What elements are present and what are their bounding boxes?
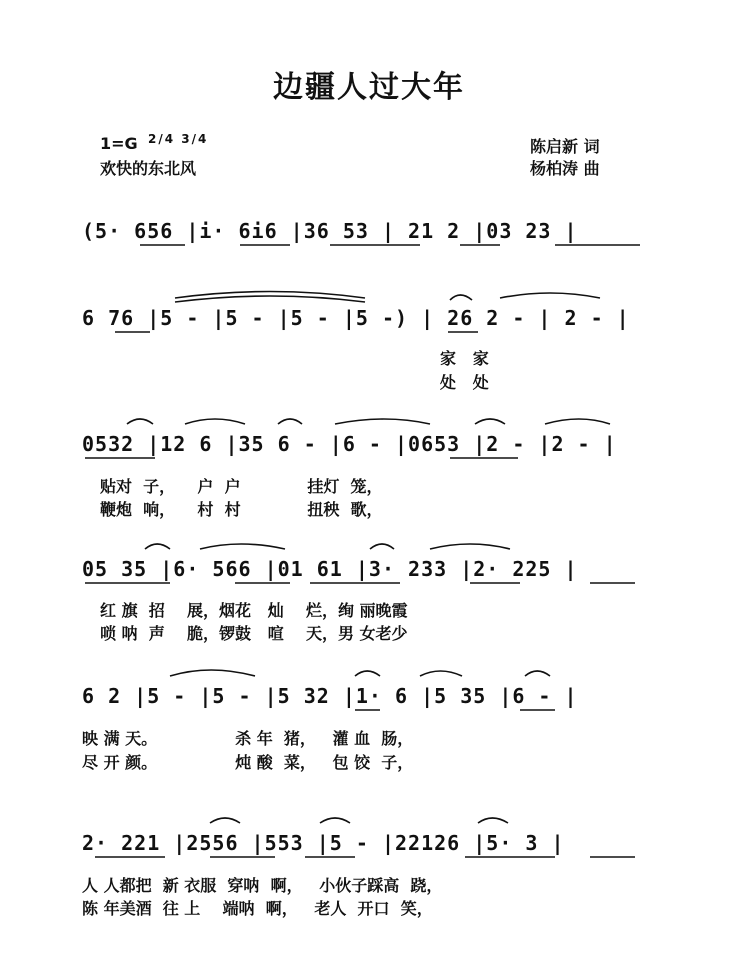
slur-mark [200,544,285,549]
lyric-line-5-verse-1: 映 满 天。 杀 年 猪， 灌 血 肠， [82,729,414,748]
slur-mark [370,544,394,549]
lyric-line-3-verse-1: 贴对 子， 户 户 挂灯 笼， [100,477,383,496]
slur-mark [320,818,350,823]
score-line-6: 2· 221 |2556 |553 |5 - |22126 |5· 3 | [82,831,565,855]
lyricist-credit: 陈启新 词 [530,137,600,156]
lyric-line-2-verse-2: 处 处 [440,373,489,392]
slur-mark [335,419,430,424]
slur-mark [545,419,610,424]
time-signature: 2/4 3/4 [148,132,209,146]
slur-mark [355,671,380,676]
slur-mark [420,671,462,676]
lyric-line-5-verse-2: 尽 开 颜。 炖 酸 菜， 包 饺 子， [82,753,414,772]
score-line-4: 05 35 |6· 566 |01 61 |3· 233 |2· 225 | [82,557,578,581]
composer-credit: 杨柏涛 曲 [530,159,600,178]
tie-mark [175,292,365,299]
lyric-line-6-verse-1: 人 人都把 新 衣服 穿呐 啊， 小伙子踩高 跷， [82,876,443,895]
tie-mark [500,293,600,298]
slur-mark [450,295,472,300]
lyric-line-4-verse-2: 唢 呐 声 脆，锣鼓 喧 天，男 女老少 [100,624,408,643]
slur-mark [145,544,170,549]
slur-mark [127,419,153,424]
slur-mark [278,419,302,424]
song-title: 边疆人过大年 [273,70,465,105]
lyric-line-3-verse-2: 鞭炮 响， 村 村 扭秧 歌， [100,500,383,519]
score-line-5: 6 2 |5 - |5 - |5 32 |1· 6 |5 35 |6 - | [82,684,578,708]
score-line-3: 0532 |12 6 |35 6 - |6 - |0653 |2 - |2 - | [82,432,617,456]
slur-mark [170,670,255,676]
slur-mark [478,818,508,823]
slur-mark [185,419,245,424]
lyric-line-4-verse-1: 红 旗 招 展，烟花 灿 烂，绚 丽晚霞 [100,601,408,620]
lyric-line-2-verse-1: 家 家 [440,349,489,368]
score-line-2: 6 76 |5 - |5 - |5 - |5 -) | 26 2 - | 2 - | [82,306,630,330]
slur-mark [430,544,510,549]
slur-mark [475,419,505,424]
lyric-line-6-verse-2: 陈 年美酒 往 上 端呐 啊， 老人 开口 笑， [82,899,433,918]
key-signature: 1=G [100,134,138,153]
slur-mark [525,671,550,676]
tie-mark [175,296,365,302]
slur-mark [210,818,240,823]
score-line-1: (5· 656 |i· 6i6 |36 53 | 21 2 |03 23 | [82,219,578,243]
tempo-marking: 欢快的东北风 [100,159,197,178]
